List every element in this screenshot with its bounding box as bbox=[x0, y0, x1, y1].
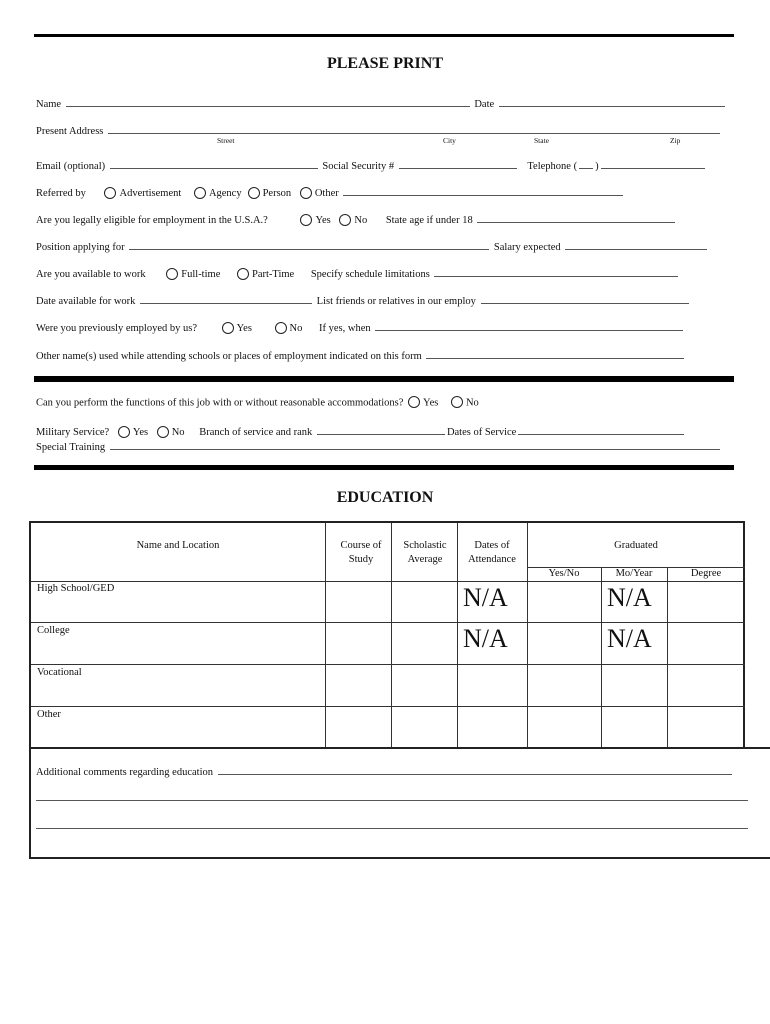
friends-field[interactable] bbox=[481, 292, 689, 304]
dates-service-field[interactable] bbox=[518, 423, 684, 435]
previously-yes-label: Yes bbox=[236, 323, 252, 334]
college-moyear-value[interactable]: N/A bbox=[607, 624, 652, 653]
radio-agency[interactable] bbox=[194, 187, 206, 199]
row-divider bbox=[31, 622, 745, 623]
telephone-field[interactable] bbox=[601, 157, 705, 169]
state-age-field[interactable] bbox=[477, 211, 675, 223]
thick-rule bbox=[34, 376, 734, 382]
email-field[interactable] bbox=[110, 157, 318, 169]
radio-previously-no[interactable] bbox=[275, 322, 287, 334]
row-label-other: Other bbox=[37, 709, 61, 720]
if-yes-field[interactable] bbox=[375, 319, 683, 331]
position-label: Position applying for bbox=[36, 242, 125, 253]
header-course: Course of Study bbox=[340, 540, 382, 565]
radio-eligible-yes[interactable] bbox=[300, 214, 312, 226]
branch-label: Branch of service and rank bbox=[199, 427, 313, 438]
available-row bbox=[36, 265, 680, 282]
salary-field[interactable] bbox=[565, 238, 707, 250]
col-divider bbox=[391, 523, 392, 747]
address-field[interactable] bbox=[108, 122, 720, 134]
row-divider bbox=[31, 664, 745, 665]
comments-row bbox=[36, 763, 734, 778]
functions-row bbox=[36, 396, 479, 410]
address-row bbox=[36, 122, 722, 137]
row-divider bbox=[31, 706, 745, 707]
branch-field[interactable] bbox=[317, 423, 445, 435]
name-label: Name bbox=[36, 99, 62, 110]
row-label-vocational: Vocational bbox=[37, 667, 82, 678]
ssn-label: Social Security # bbox=[322, 161, 395, 172]
header-name-location: Name and Location bbox=[136, 540, 220, 551]
date-field[interactable] bbox=[499, 95, 725, 107]
header-degree: Degree bbox=[690, 568, 722, 579]
row-divider bbox=[31, 581, 745, 582]
date-available-row bbox=[36, 292, 691, 307]
col-divider bbox=[601, 567, 602, 747]
additional-comments-label: Additional comments regarding education bbox=[36, 767, 213, 778]
radio-military-yes[interactable] bbox=[118, 426, 130, 438]
telephone-paren: ) bbox=[595, 161, 599, 172]
col-divider bbox=[457, 523, 458, 747]
training-row bbox=[36, 438, 722, 453]
ssn-field[interactable] bbox=[399, 157, 517, 169]
city-sublabel: City bbox=[443, 136, 456, 145]
other-names-field[interactable] bbox=[426, 347, 684, 359]
date-label: Date bbox=[474, 99, 495, 110]
previously-no-label: No bbox=[289, 323, 303, 334]
header-dates: Dates of Attendance bbox=[468, 540, 516, 565]
radio-fulltime[interactable] bbox=[166, 268, 178, 280]
military-yes-label: Yes bbox=[132, 427, 149, 438]
telephone-label: Telephone ( bbox=[527, 161, 578, 172]
schedule-field[interactable] bbox=[434, 265, 678, 277]
available-label: Are you available to work bbox=[36, 269, 146, 280]
radio-previously-yes[interactable] bbox=[222, 322, 234, 334]
header-yesno: Yes/No bbox=[548, 568, 580, 579]
referred-by-label: Referred by bbox=[36, 188, 86, 199]
radio-functions-no[interactable] bbox=[451, 396, 463, 408]
comments-field-3[interactable] bbox=[36, 828, 748, 829]
eligible-no-label: No bbox=[354, 215, 368, 226]
position-field[interactable] bbox=[129, 238, 489, 250]
option-other: Other bbox=[314, 188, 339, 199]
functions-yes-label: Yes bbox=[423, 397, 439, 409]
friends-label: List friends or relatives in our employ bbox=[316, 296, 476, 307]
position-row bbox=[36, 238, 709, 253]
special-training-field[interactable] bbox=[110, 438, 720, 450]
col-divider bbox=[325, 523, 326, 747]
special-training-label: Special Training bbox=[36, 442, 106, 453]
option-agency: Agency bbox=[208, 188, 242, 199]
radio-other[interactable] bbox=[300, 187, 312, 199]
header-moyear: Mo/Year bbox=[615, 568, 653, 579]
military-label: Military Service? bbox=[36, 427, 110, 438]
form-title: PLEASE PRINT bbox=[326, 55, 444, 72]
salary-label: Salary expected bbox=[493, 242, 561, 253]
section-rule bbox=[34, 465, 734, 470]
previously-row bbox=[36, 319, 685, 336]
header-graduated: Graduated bbox=[614, 540, 658, 551]
military-no-label: No bbox=[171, 427, 185, 438]
name-field[interactable] bbox=[66, 95, 470, 107]
highschool-dates-value[interactable]: N/A bbox=[463, 583, 508, 612]
radio-person[interactable] bbox=[248, 187, 260, 199]
option-person: Person bbox=[262, 188, 292, 199]
functions-no-label: No bbox=[465, 397, 479, 409]
zip-sublabel: Zip bbox=[670, 136, 681, 145]
schedule-label: Specify schedule limitations bbox=[310, 269, 430, 280]
functions-label: Can you perform the functions of this job with or without reasonable accommodations? bbox=[36, 397, 404, 409]
highschool-moyear-value[interactable]: N/A bbox=[607, 583, 652, 612]
email-label: Email (optional) bbox=[36, 161, 106, 172]
comments-field-1[interactable] bbox=[218, 763, 732, 775]
state-age-label: State age if under 18 bbox=[385, 215, 473, 226]
radio-military-no[interactable] bbox=[157, 426, 169, 438]
previously-label: Were you previously employed by us? bbox=[36, 323, 197, 334]
date-available-field[interactable] bbox=[140, 292, 312, 304]
if-yes-label: If yes, when bbox=[319, 323, 371, 334]
parttime-label: Part-Time bbox=[251, 269, 295, 280]
eligible-label: Are you legally eligible for employment in the U.S.A.? bbox=[36, 215, 268, 226]
other-referral-field[interactable] bbox=[343, 184, 623, 196]
col-divider bbox=[667, 567, 668, 747]
comments-field-2[interactable] bbox=[36, 800, 748, 801]
education-table bbox=[29, 521, 745, 749]
radio-functions-yes[interactable] bbox=[408, 396, 420, 408]
street-sublabel: Street bbox=[217, 136, 235, 145]
referred-row bbox=[36, 184, 625, 201]
other-names-label: Other name(s) used while attending schools or places of employment indicated on this form bbox=[36, 351, 422, 362]
present-address-label: Present Address bbox=[36, 126, 104, 137]
area-code-field[interactable] bbox=[579, 157, 593, 169]
row-label-highschool: High School/GED bbox=[37, 583, 115, 594]
fulltime-label: Full-time bbox=[181, 269, 221, 280]
college-dates-value[interactable]: N/A bbox=[463, 624, 508, 653]
eligible-row bbox=[36, 211, 677, 228]
radio-advertisement[interactable] bbox=[104, 187, 116, 199]
option-advertisement: Advertisement bbox=[119, 188, 182, 199]
radio-parttime[interactable] bbox=[237, 268, 249, 280]
radio-eligible-no[interactable] bbox=[339, 214, 351, 226]
row-label-college: College bbox=[37, 625, 70, 636]
education-title: EDUCATION bbox=[336, 489, 434, 506]
name-row bbox=[36, 95, 727, 110]
date-available-label: Date available for work bbox=[36, 296, 136, 307]
col-divider bbox=[527, 523, 528, 747]
state-sublabel: State bbox=[534, 136, 549, 145]
top-rule bbox=[34, 34, 734, 37]
eligible-yes-label: Yes bbox=[315, 215, 331, 226]
header-scholastic: Scholastic Average bbox=[403, 540, 447, 565]
email-row bbox=[36, 157, 707, 172]
other-names-row bbox=[36, 347, 686, 362]
dates-service-label: Dates of Service bbox=[446, 427, 517, 438]
